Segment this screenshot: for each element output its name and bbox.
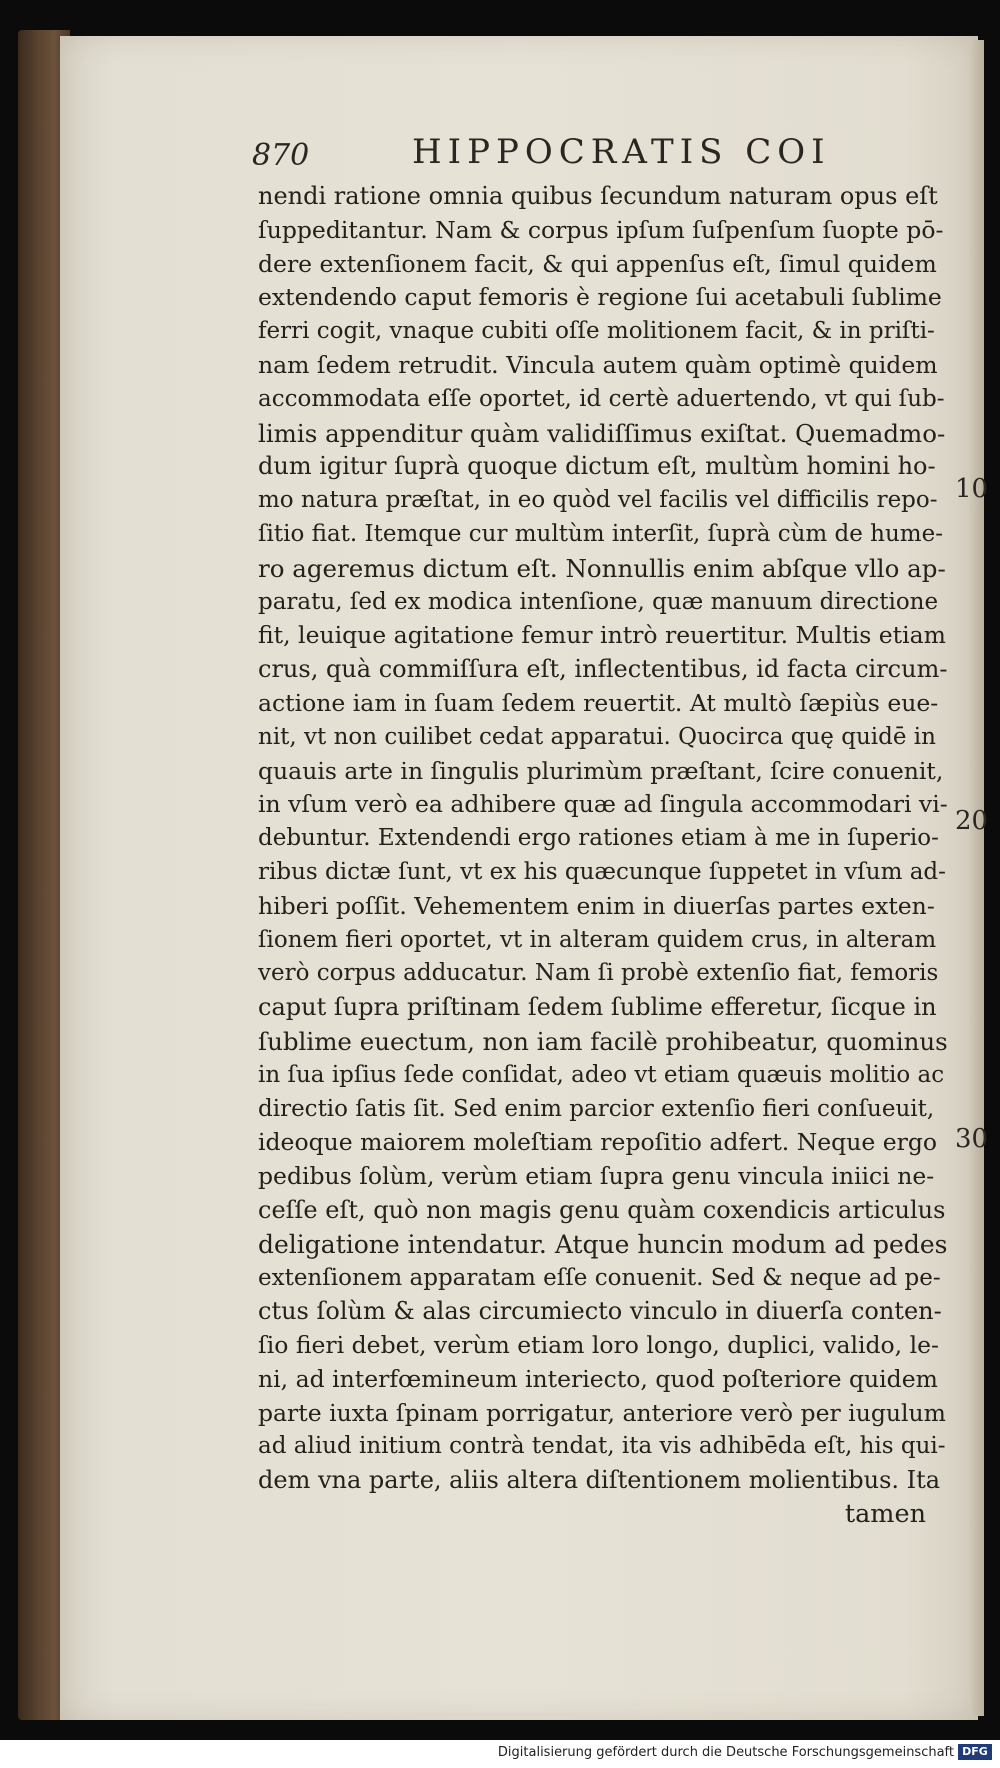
text-line: verò corpus adducatur. Nam ſi probè extenſio fiat, femoris — [258, 960, 939, 987]
text-line: crus, quà commiſſura eſt, inflectentibus, id facta circum- — [258, 655, 948, 684]
text-line: pedibus ſolùm, verùm etiam ſupra genu vincula iniici ne- — [258, 1162, 935, 1191]
text-line: ctus ſolùm & alas circumiecto vinculo in diuerſa conten- — [258, 1297, 942, 1326]
text-line: dere extenſionem facit, & qui appenſus eſt, ſimul quidem — [258, 249, 937, 278]
funding-credit: Digitalisierung gefördert durch die Deutsche Forschungsgemeinschaft — [497, 1745, 954, 1760]
text-line: ſionem fieri oportet, vt in alteram quidem crus, in alteram — [258, 926, 937, 953]
text-line: in vſum verò ea adhibere quæ ad ſingula accommodari vi- — [258, 790, 948, 819]
text-line: ad aliud initium contrà tendat, ita vis adhibēda eſt, his qui- — [258, 1433, 946, 1460]
text-line: ro ageremus dictum eſt. Nonnullis enim abſque vllo ap- — [258, 553, 946, 583]
text-line: quauis arte in ſingulis plurimùm præſtant, ſcire conuenit, — [258, 756, 944, 785]
line-number-30: 30 — [955, 1124, 989, 1154]
text-line: actione iam in ſuam ſedem reuertit. At multò ſæpiùs eue- — [258, 688, 939, 717]
text-line: extenſionem apparatam eſſe conuenit. Sed & neque ad pe- — [258, 1264, 941, 1291]
text-line: directio ſatis ſit. Sed enim parcior extenſio fieri conſueuit, — [258, 1095, 935, 1122]
text-line: nam ſedem retrudit. Vincula autem quàm optimè quidem — [258, 350, 938, 379]
text-line: debuntur. Extendendi ergo rationes etiam à me in ſuperio- — [258, 825, 939, 852]
text-line: mo natura præſtat, in eo quòd vel facilis vel difficilis repo- — [258, 487, 938, 514]
text-line: ferri cogit, vnaque cubiti oſſe molitionem facit, & in priſti- — [258, 318, 935, 345]
text-line: paratu, ſed ex modica intenſione, quæ manuum directione — [258, 588, 939, 615]
text-line: ſio fieri debet, verùm etiam loro longo, duplici, valido, le- — [258, 1331, 939, 1360]
catchword: tamen — [844, 1499, 926, 1530]
text-line: accommodata eſſe oportet, id certè aduertendo, vt qui ſub- — [258, 385, 945, 412]
text-line: in ſua ipſius ſede conſidat, adeo vt etiam quæuis molitio ac — [258, 1061, 945, 1088]
text-line: ni, ad interfœmineum interiecto, quod poſteriore quidem — [258, 1364, 938, 1393]
text-line: extendendo caput femoris è regione ſui acetabuli ſublime — [258, 283, 942, 312]
text-line: ribus dictæ ſunt, vt ex his quæcunque ſuppetet in vſum ad- — [258, 858, 946, 885]
text-line: dum igitur ſuprà quoque dictum eſt, multùm homini ho- — [258, 452, 936, 481]
text-line: ſuppeditantur. Nam & corpus ipſum ſuſpenſum ſuopte pō- — [258, 215, 944, 244]
text-line: ſitio fiat. Itemque cur multùm interſit, ſuprà cùm de hume- — [258, 520, 944, 547]
page-edge — [970, 40, 984, 1716]
page-number: 870 — [252, 138, 310, 173]
running-head: HIPPOCRATIS COI — [412, 132, 831, 172]
line-number-20: 20 — [955, 806, 989, 836]
text-line: nit, vt non cuilibet cedat apparatui. Quocirca quę quidē in — [258, 723, 936, 750]
line-number-10: 10 — [955, 474, 989, 504]
text-line: nendi ratione omnia quibus ſecundum naturam opus eſt — [258, 182, 938, 210]
text-line: parte iuxta ſpinam porrigatur, anteriore verò per iugulum — [258, 1398, 946, 1427]
text-line: limis appenditur quàm validiſſimus exiſtat. Quemadmo- — [258, 418, 946, 448]
text-line: ceſſe eſt, quò non magis genu quàm coxendicis articulus — [258, 1195, 946, 1224]
text-block — [258, 180, 948, 1532]
dfg-logo-icon[interactable]: DFG — [958, 1744, 992, 1760]
text-line: ideoque maiorem moleſtiam repoſitio adfert. Neque ergo — [258, 1128, 938, 1157]
text-line: deligatione intendatur. Atque huncin modum ad pedes — [258, 1229, 948, 1259]
text-line: fit, leuique agitatione femur intrò reuertitur. Multis etiam — [258, 621, 946, 650]
text-line: ſublime euectum, non iam facilè prohibeatur, quominus — [258, 1026, 948, 1056]
text-line: caput ſupra priſtinam ſedem ſublime efferetur, ſicque in — [258, 993, 937, 1022]
text-line: dem vna parte, aliis altera diſtentionem molientibus. Ita — [258, 1466, 941, 1495]
text-line: hiberi poſſit. Vehementem enim in diuerſas partes exten- — [258, 891, 935, 920]
